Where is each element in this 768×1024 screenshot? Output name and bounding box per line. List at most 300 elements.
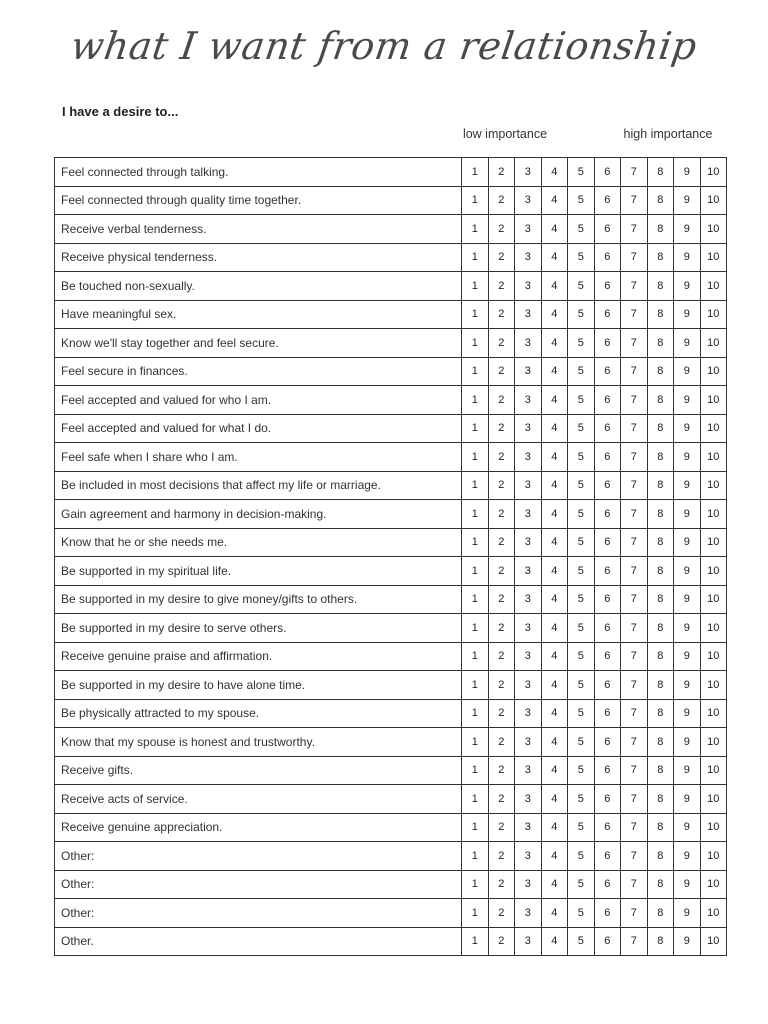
- rating-option-7[interactable]: 7: [621, 414, 648, 443]
- rating-option-6[interactable]: 6: [594, 272, 621, 301]
- rating-option-4[interactable]: 4: [541, 528, 568, 557]
- rating-option-9[interactable]: 9: [674, 386, 701, 415]
- rating-option-3[interactable]: 3: [515, 813, 542, 842]
- rating-option-9[interactable]: 9: [674, 471, 701, 500]
- high-importance-label: high importance: [623, 127, 713, 141]
- rating-option-2[interactable]: 2: [488, 927, 515, 956]
- rating-option-8[interactable]: 8: [647, 243, 674, 272]
- rating-option-4[interactable]: 4: [541, 471, 568, 500]
- rating-option-2[interactable]: 2: [488, 614, 515, 643]
- rating-option-7[interactable]: 7: [621, 500, 648, 529]
- rating-option-6[interactable]: 6: [594, 785, 621, 814]
- rating-option-7[interactable]: 7: [621, 870, 648, 899]
- rating-option-1[interactable]: 1: [462, 927, 489, 956]
- rating-row: [55, 300, 727, 329]
- rating-option-3[interactable]: 3: [515, 158, 542, 187]
- rating-option-9[interactable]: 9: [674, 158, 701, 187]
- rating-option-2[interactable]: 2: [488, 386, 515, 415]
- rating-option-10[interactable]: 10: [700, 927, 727, 956]
- rating-option-8[interactable]: 8: [647, 215, 674, 244]
- rating-option-3[interactable]: 3: [515, 756, 542, 785]
- rating-option-7[interactable]: 7: [621, 785, 648, 814]
- rating-option-4[interactable]: 4: [541, 756, 568, 785]
- rating-row: [55, 927, 727, 956]
- rating-option-1[interactable]: 1: [462, 671, 489, 700]
- rating-option-5[interactable]: 5: [568, 842, 595, 871]
- statement-label: Feel accepted and valued for who I am.: [55, 386, 462, 415]
- rating-option-9[interactable]: 9: [674, 186, 701, 215]
- rating-option-10[interactable]: 10: [700, 500, 727, 529]
- rating-option-4[interactable]: 4: [541, 443, 568, 472]
- rating-option-2[interactable]: 2: [488, 300, 515, 329]
- rating-option-8[interactable]: 8: [647, 671, 674, 700]
- rating-option-9[interactable]: 9: [674, 272, 701, 301]
- rating-option-9[interactable]: 9: [674, 329, 701, 358]
- rating-option-6[interactable]: 6: [594, 699, 621, 728]
- statement-label: Feel connected through quality time together.: [55, 186, 462, 215]
- rating-option-4[interactable]: 4: [541, 215, 568, 244]
- rating-option-4[interactable]: 4: [541, 842, 568, 871]
- rating-option-8[interactable]: 8: [647, 186, 674, 215]
- rating-option-1[interactable]: 1: [462, 300, 489, 329]
- rating-option-4[interactable]: 4: [541, 500, 568, 529]
- rating-option-8[interactable]: 8: [647, 842, 674, 871]
- rating-option-6[interactable]: 6: [594, 528, 621, 557]
- statement-label: Feel accepted and valued for what I do.: [55, 414, 462, 443]
- rating-option-8[interactable]: 8: [647, 528, 674, 557]
- rating-option-4[interactable]: 4: [541, 785, 568, 814]
- rating-option-8[interactable]: 8: [647, 414, 674, 443]
- rating-option-2[interactable]: 2: [488, 414, 515, 443]
- rating-option-3[interactable]: 3: [515, 728, 542, 757]
- rating-option-10[interactable]: 10: [700, 300, 727, 329]
- rating-option-8[interactable]: 8: [647, 927, 674, 956]
- rating-option-5[interactable]: 5: [568, 357, 595, 386]
- rating-option-5[interactable]: 5: [568, 243, 595, 272]
- rating-option-8[interactable]: 8: [647, 300, 674, 329]
- rating-option-1[interactable]: 1: [462, 471, 489, 500]
- rating-option-6[interactable]: 6: [594, 642, 621, 671]
- rating-option-4[interactable]: 4: [541, 386, 568, 415]
- rating-option-3[interactable]: 3: [515, 272, 542, 301]
- rating-option-3[interactable]: 3: [515, 899, 542, 928]
- rating-option-3[interactable]: 3: [515, 215, 542, 244]
- rating-option-5[interactable]: 5: [568, 329, 595, 358]
- rating-option-2[interactable]: 2: [488, 158, 515, 187]
- rating-option-9[interactable]: 9: [674, 785, 701, 814]
- rating-option-1[interactable]: 1: [462, 386, 489, 415]
- statement-label: Be supported in my desire to give money/gifts to others.: [55, 585, 462, 614]
- rating-option-7[interactable]: 7: [621, 158, 648, 187]
- rating-option-7[interactable]: 7: [621, 614, 648, 643]
- rating-option-3[interactable]: 3: [515, 614, 542, 643]
- rating-option-1[interactable]: 1: [462, 813, 489, 842]
- rating-option-3[interactable]: 3: [515, 186, 542, 215]
- rating-option-6[interactable]: 6: [594, 842, 621, 871]
- rating-option-2[interactable]: 2: [488, 813, 515, 842]
- rating-option-4[interactable]: 4: [541, 927, 568, 956]
- rating-option-3[interactable]: 3: [515, 300, 542, 329]
- rating-option-3[interactable]: 3: [515, 414, 542, 443]
- rating-option-4[interactable]: 4: [541, 158, 568, 187]
- statement-label: Know we'll stay together and feel secure.: [55, 329, 462, 358]
- rating-option-9[interactable]: 9: [674, 557, 701, 586]
- rating-option-4[interactable]: 4: [541, 671, 568, 700]
- rating-option-4[interactable]: 4: [541, 870, 568, 899]
- rating-option-8[interactable]: 8: [647, 329, 674, 358]
- rating-option-9[interactable]: 9: [674, 671, 701, 700]
- rating-option-10[interactable]: 10: [700, 443, 727, 472]
- rating-option-5[interactable]: 5: [568, 414, 595, 443]
- rating-option-9[interactable]: 9: [674, 899, 701, 928]
- rating-option-5[interactable]: 5: [568, 500, 595, 529]
- rating-option-5[interactable]: 5: [568, 386, 595, 415]
- rating-option-4[interactable]: 4: [541, 300, 568, 329]
- rating-option-3[interactable]: 3: [515, 243, 542, 272]
- rating-option-2[interactable]: 2: [488, 215, 515, 244]
- rating-option-7[interactable]: 7: [621, 642, 648, 671]
- rating-option-8[interactable]: 8: [647, 699, 674, 728]
- rating-option-9[interactable]: 9: [674, 927, 701, 956]
- rating-option-1[interactable]: 1: [462, 272, 489, 301]
- rating-option-3[interactable]: 3: [515, 671, 542, 700]
- rating-option-8[interactable]: 8: [647, 471, 674, 500]
- rating-option-3[interactable]: 3: [515, 443, 542, 472]
- rating-option-3[interactable]: 3: [515, 927, 542, 956]
- rating-option-5[interactable]: 5: [568, 186, 595, 215]
- rating-option-5[interactable]: 5: [568, 899, 595, 928]
- rating-option-3[interactable]: 3: [515, 699, 542, 728]
- rating-option-2[interactable]: 2: [488, 557, 515, 586]
- rating-option-6[interactable]: 6: [594, 671, 621, 700]
- rating-option-7[interactable]: 7: [621, 272, 648, 301]
- rating-option-3[interactable]: 3: [515, 642, 542, 671]
- rating-option-4[interactable]: 4: [541, 728, 568, 757]
- rating-option-3[interactable]: 3: [515, 500, 542, 529]
- rating-option-7[interactable]: 7: [621, 728, 648, 757]
- rating-option-9[interactable]: 9: [674, 614, 701, 643]
- statement-label: Receive acts of service.: [55, 785, 462, 814]
- rating-option-2[interactable]: 2: [488, 243, 515, 272]
- rating-option-3[interactable]: 3: [515, 785, 542, 814]
- rating-option-3[interactable]: 3: [515, 870, 542, 899]
- rating-option-5[interactable]: 5: [568, 614, 595, 643]
- rating-option-7[interactable]: 7: [621, 557, 648, 586]
- rating-option-6[interactable]: 6: [594, 215, 621, 244]
- rating-option-1[interactable]: 1: [462, 585, 489, 614]
- rating-option-7[interactable]: 7: [621, 357, 648, 386]
- rating-row: [55, 642, 727, 671]
- rating-option-2[interactable]: 2: [488, 585, 515, 614]
- rating-option-2[interactable]: 2: [488, 756, 515, 785]
- rating-option-4[interactable]: 4: [541, 186, 568, 215]
- rating-option-4[interactable]: 4: [541, 614, 568, 643]
- rating-option-9[interactable]: 9: [674, 500, 701, 529]
- rating-option-7[interactable]: 7: [621, 842, 648, 871]
- statement-label: Know that he or she needs me.: [55, 528, 462, 557]
- rating-option-8[interactable]: 8: [647, 614, 674, 643]
- rating-option-6[interactable]: 6: [594, 471, 621, 500]
- rating-option-5[interactable]: 5: [568, 756, 595, 785]
- rating-option-4[interactable]: 4: [541, 557, 568, 586]
- rating-option-9[interactable]: 9: [674, 300, 701, 329]
- rating-option-1[interactable]: 1: [462, 357, 489, 386]
- rating-option-8[interactable]: 8: [647, 785, 674, 814]
- rating-option-9[interactable]: 9: [674, 414, 701, 443]
- rating-option-7[interactable]: 7: [621, 756, 648, 785]
- rating-option-3[interactable]: 3: [515, 528, 542, 557]
- rating-option-6[interactable]: 6: [594, 158, 621, 187]
- rating-option-6[interactable]: 6: [594, 899, 621, 928]
- rating-option-10[interactable]: 10: [700, 272, 727, 301]
- rating-option-10[interactable]: 10: [700, 357, 727, 386]
- rating-option-1[interactable]: 1: [462, 329, 489, 358]
- rating-option-5[interactable]: 5: [568, 158, 595, 187]
- rating-option-9[interactable]: 9: [674, 528, 701, 557]
- rating-option-5[interactable]: 5: [568, 443, 595, 472]
- rating-option-1[interactable]: 1: [462, 158, 489, 187]
- rating-option-10[interactable]: 10: [700, 756, 727, 785]
- rating-option-9[interactable]: 9: [674, 243, 701, 272]
- rating-option-8[interactable]: 8: [647, 756, 674, 785]
- rating-option-9[interactable]: 9: [674, 870, 701, 899]
- rating-row: [55, 357, 727, 386]
- rating-option-7[interactable]: 7: [621, 243, 648, 272]
- rating-option-7[interactable]: 7: [621, 585, 648, 614]
- rating-option-8[interactable]: 8: [647, 557, 674, 586]
- rating-option-5[interactable]: 5: [568, 471, 595, 500]
- rating-option-3[interactable]: 3: [515, 386, 542, 415]
- rating-option-6[interactable]: 6: [594, 585, 621, 614]
- rating-option-4[interactable]: 4: [541, 329, 568, 358]
- rating-option-8[interactable]: 8: [647, 899, 674, 928]
- rating-option-8[interactable]: 8: [647, 357, 674, 386]
- rating-option-3[interactable]: 3: [515, 585, 542, 614]
- rating-option-10[interactable]: 10: [700, 215, 727, 244]
- rating-option-9[interactable]: 9: [674, 699, 701, 728]
- rating-option-10[interactable]: 10: [700, 870, 727, 899]
- rating-option-2[interactable]: 2: [488, 272, 515, 301]
- rating-option-5[interactable]: 5: [568, 785, 595, 814]
- rating-option-1[interactable]: 1: [462, 785, 489, 814]
- rating-option-2[interactable]: 2: [488, 842, 515, 871]
- rating-option-10[interactable]: 10: [700, 614, 727, 643]
- rating-option-8[interactable]: 8: [647, 728, 674, 757]
- rating-option-10[interactable]: 10: [700, 329, 727, 358]
- rating-option-1[interactable]: 1: [462, 756, 489, 785]
- rating-option-1[interactable]: 1: [462, 414, 489, 443]
- rating-option-10[interactable]: 10: [700, 728, 727, 757]
- rating-option-10[interactable]: 10: [700, 671, 727, 700]
- rating-option-10[interactable]: 10: [700, 158, 727, 187]
- rating-option-5[interactable]: 5: [568, 813, 595, 842]
- rating-option-1[interactable]: 1: [462, 642, 489, 671]
- rating-option-2[interactable]: 2: [488, 699, 515, 728]
- rating-option-5[interactable]: 5: [568, 699, 595, 728]
- rating-option-9[interactable]: 9: [674, 756, 701, 785]
- rating-option-6[interactable]: 6: [594, 927, 621, 956]
- rating-option-5[interactable]: 5: [568, 215, 595, 244]
- rating-option-2[interactable]: 2: [488, 329, 515, 358]
- rating-option-6[interactable]: 6: [594, 357, 621, 386]
- rating-option-2[interactable]: 2: [488, 642, 515, 671]
- rating-option-2[interactable]: 2: [488, 785, 515, 814]
- rating-option-6[interactable]: 6: [594, 300, 621, 329]
- rating-option-2[interactable]: 2: [488, 528, 515, 557]
- rating-option-7[interactable]: 7: [621, 813, 648, 842]
- rating-option-7[interactable]: 7: [621, 471, 648, 500]
- statement-label: Be included in most decisions that affect my life or marriage.: [55, 471, 462, 500]
- rating-option-8[interactable]: 8: [647, 813, 674, 842]
- rating-option-5[interactable]: 5: [568, 927, 595, 956]
- rating-option-6[interactable]: 6: [594, 414, 621, 443]
- rating-option-1[interactable]: 1: [462, 443, 489, 472]
- rating-option-7[interactable]: 7: [621, 699, 648, 728]
- rating-option-4[interactable]: 4: [541, 243, 568, 272]
- rating-option-9[interactable]: 9: [674, 842, 701, 871]
- rating-option-4[interactable]: 4: [541, 414, 568, 443]
- rating-option-2[interactable]: 2: [488, 357, 515, 386]
- rating-option-4[interactable]: 4: [541, 899, 568, 928]
- rating-option-8[interactable]: 8: [647, 386, 674, 415]
- rating-option-6[interactable]: 6: [594, 813, 621, 842]
- rating-option-9[interactable]: 9: [674, 215, 701, 244]
- rating-option-1[interactable]: 1: [462, 557, 489, 586]
- rating-row: [55, 158, 727, 187]
- rating-option-4[interactable]: 4: [541, 699, 568, 728]
- rating-option-7[interactable]: 7: [621, 528, 648, 557]
- rating-option-10[interactable]: 10: [700, 842, 727, 871]
- rating-option-3[interactable]: 3: [515, 357, 542, 386]
- rating-option-7[interactable]: 7: [621, 329, 648, 358]
- rating-option-2[interactable]: 2: [488, 671, 515, 700]
- rating-option-6[interactable]: 6: [594, 500, 621, 529]
- rating-option-8[interactable]: 8: [647, 870, 674, 899]
- rating-option-10[interactable]: 10: [700, 243, 727, 272]
- rating-option-10[interactable]: 10: [700, 642, 727, 671]
- rating-option-7[interactable]: 7: [621, 186, 648, 215]
- rating-option-10[interactable]: 10: [700, 699, 727, 728]
- intro-text: I have a desire to...: [62, 104, 179, 119]
- rating-option-9[interactable]: 9: [674, 357, 701, 386]
- rating-option-8[interactable]: 8: [647, 443, 674, 472]
- rating-option-5[interactable]: 5: [568, 557, 595, 586]
- rating-option-5[interactable]: 5: [568, 528, 595, 557]
- rating-option-1[interactable]: 1: [462, 186, 489, 215]
- rating-option-7[interactable]: 7: [621, 443, 648, 472]
- rating-option-8[interactable]: 8: [647, 585, 674, 614]
- statement-label: Gain agreement and harmony in decision-making.: [55, 500, 462, 529]
- rating-option-2[interactable]: 2: [488, 870, 515, 899]
- rating-option-10[interactable]: 10: [700, 386, 727, 415]
- rating-option-3[interactable]: 3: [515, 842, 542, 871]
- rating-row: [55, 471, 727, 500]
- rating-option-5[interactable]: 5: [568, 671, 595, 700]
- rating-option-6[interactable]: 6: [594, 728, 621, 757]
- rating-option-10[interactable]: 10: [700, 899, 727, 928]
- rating-option-1[interactable]: 1: [462, 842, 489, 871]
- rating-option-1[interactable]: 1: [462, 870, 489, 899]
- rating-option-4[interactable]: 4: [541, 357, 568, 386]
- rating-option-5[interactable]: 5: [568, 585, 595, 614]
- rating-option-6[interactable]: 6: [594, 329, 621, 358]
- rating-option-10[interactable]: 10: [700, 414, 727, 443]
- rating-option-8[interactable]: 8: [647, 642, 674, 671]
- statement-label: Be touched non-sexually.: [55, 272, 462, 301]
- rating-option-1[interactable]: 1: [462, 528, 489, 557]
- rating-option-6[interactable]: 6: [594, 386, 621, 415]
- rating-option-4[interactable]: 4: [541, 813, 568, 842]
- rating-option-9[interactable]: 9: [674, 642, 701, 671]
- rating-option-7[interactable]: 7: [621, 927, 648, 956]
- rating-option-1[interactable]: 1: [462, 215, 489, 244]
- rating-option-5[interactable]: 5: [568, 300, 595, 329]
- rating-option-7[interactable]: 7: [621, 671, 648, 700]
- rating-option-2[interactable]: 2: [488, 500, 515, 529]
- rating-option-10[interactable]: 10: [700, 585, 727, 614]
- rating-row: [55, 386, 727, 415]
- rating-option-9[interactable]: 9: [674, 585, 701, 614]
- rating-option-6[interactable]: 6: [594, 443, 621, 472]
- rating-option-3[interactable]: 3: [515, 329, 542, 358]
- rating-option-6[interactable]: 6: [594, 756, 621, 785]
- rating-option-8[interactable]: 8: [647, 272, 674, 301]
- rating-option-6[interactable]: 6: [594, 614, 621, 643]
- rating-option-1[interactable]: 1: [462, 500, 489, 529]
- rating-option-2[interactable]: 2: [488, 471, 515, 500]
- rating-option-10[interactable]: 10: [700, 186, 727, 215]
- rating-option-9[interactable]: 9: [674, 728, 701, 757]
- rating-option-2[interactable]: 2: [488, 443, 515, 472]
- rating-row: [55, 186, 727, 215]
- rating-option-1[interactable]: 1: [462, 243, 489, 272]
- rating-option-7[interactable]: 7: [621, 386, 648, 415]
- rating-option-2[interactable]: 2: [488, 728, 515, 757]
- rating-option-9[interactable]: 9: [674, 813, 701, 842]
- rating-option-1[interactable]: 1: [462, 899, 489, 928]
- rating-option-10[interactable]: 10: [700, 813, 727, 842]
- rating-option-1[interactable]: 1: [462, 728, 489, 757]
- rating-option-6[interactable]: 6: [594, 557, 621, 586]
- rating-option-3[interactable]: 3: [515, 557, 542, 586]
- rating-option-7[interactable]: 7: [621, 300, 648, 329]
- rating-option-4[interactable]: 4: [541, 272, 568, 301]
- rating-option-6[interactable]: 6: [594, 186, 621, 215]
- rating-option-8[interactable]: 8: [647, 158, 674, 187]
- rating-option-4[interactable]: 4: [541, 585, 568, 614]
- rating-option-2[interactable]: 2: [488, 186, 515, 215]
- rating-option-1[interactable]: 1: [462, 614, 489, 643]
- rating-option-4[interactable]: 4: [541, 642, 568, 671]
- rating-option-7[interactable]: 7: [621, 215, 648, 244]
- rating-option-10[interactable]: 10: [700, 471, 727, 500]
- rating-option-3[interactable]: 3: [515, 471, 542, 500]
- rating-option-6[interactable]: 6: [594, 870, 621, 899]
- rating-option-6[interactable]: 6: [594, 243, 621, 272]
- rating-option-10[interactable]: 10: [700, 528, 727, 557]
- rating-option-2[interactable]: 2: [488, 899, 515, 928]
- rating-option-5[interactable]: 5: [568, 642, 595, 671]
- rating-option-9[interactable]: 9: [674, 443, 701, 472]
- rating-option-10[interactable]: 10: [700, 557, 727, 586]
- rating-option-10[interactable]: 10: [700, 785, 727, 814]
- rating-option-7[interactable]: 7: [621, 899, 648, 928]
- rating-option-1[interactable]: 1: [462, 699, 489, 728]
- rating-option-5[interactable]: 5: [568, 870, 595, 899]
- rating-option-5[interactable]: 5: [568, 728, 595, 757]
- rating-option-8[interactable]: 8: [647, 500, 674, 529]
- rating-option-5[interactable]: 5: [568, 272, 595, 301]
